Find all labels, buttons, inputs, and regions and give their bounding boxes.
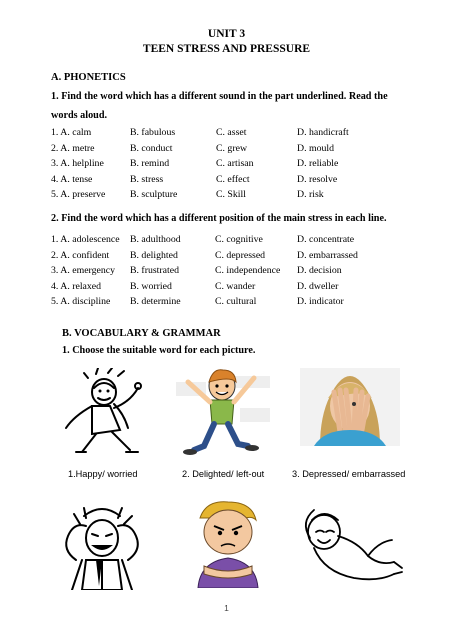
unit-subtitle: TEEN STRESS AND PRESSURE	[142, 43, 311, 55]
q1-option: 1. A. calm	[51, 127, 92, 138]
q1-option: 2. A. metre	[51, 142, 95, 154]
q2-row	[0, 234, 453, 248]
q1-option: 5. A. preserve	[51, 189, 106, 200]
q2-option: B. frustrated	[130, 265, 179, 276]
q2-option: B. determine	[130, 296, 181, 307]
q1-option: C. artisan	[216, 158, 254, 169]
unit-title: UNIT 3	[207, 28, 246, 40]
q1-option: D. mould	[297, 142, 335, 154]
q2-option: D. dweller	[297, 280, 339, 292]
q2-option: B. adulthood	[130, 234, 181, 245]
q2-option: C. independence	[215, 265, 281, 276]
q1-option: C. Skill	[216, 189, 246, 200]
picture-caption: 1.Happy/ worried	[68, 469, 138, 479]
q1-option: B. remind	[130, 158, 170, 169]
q2-option: 2. A. confident	[51, 249, 110, 261]
q2-option: 1. A. adolescence	[51, 234, 120, 245]
q2-option: 5. A. discipline	[51, 296, 111, 307]
b-q1-instruction: 1. Choose the suitable word for each picture.	[62, 345, 256, 356]
q2-row	[0, 296, 453, 310]
picture-caption: 2. Delighted/ left-out	[182, 469, 265, 479]
q2-row	[0, 281, 453, 295]
q1-option: C. asset	[216, 127, 247, 138]
q1-option: C. grew	[216, 142, 248, 154]
picture-relaxed-man	[294, 506, 406, 590]
section-b-heading: B. VOCABULARY & GRAMMAR	[62, 328, 221, 339]
section-a-heading: A. PHONETICS	[51, 72, 126, 83]
q1-option: C. effect	[216, 173, 250, 185]
q2-option: 4. A. relaxed	[51, 280, 102, 292]
q1-option: B. conduct	[130, 142, 173, 154]
q2-row	[0, 250, 453, 264]
q1-line2: words aloud.	[51, 110, 108, 121]
q1-row	[0, 158, 453, 172]
q1-line1: 1. Find the word which has a different sound in the part underlined. Read the	[51, 91, 388, 102]
q2-row	[0, 265, 453, 279]
q2-option: D. embarrassed	[297, 249, 358, 261]
q2-option: C. cultural	[215, 296, 257, 307]
page-number: 1	[224, 603, 229, 613]
q1-option: D. risk	[297, 189, 324, 200]
q1-row	[0, 189, 453, 203]
q1-option: 4. A. tense	[51, 173, 93, 185]
q1-row	[0, 127, 453, 141]
q1-option: B. stress	[130, 173, 164, 185]
q2-option: C. wander	[215, 280, 256, 292]
q1-option: B. sculpture	[130, 189, 178, 200]
q2-option: C. depressed	[215, 249, 266, 261]
q2-option: D. indicator	[297, 296, 344, 307]
q2-option: D. decision	[297, 265, 342, 276]
picture-caption: 3. Depressed/ embarrassed	[292, 469, 406, 479]
q1-option: 3. A. helpline	[51, 158, 104, 169]
picture-embarrassed-girl	[300, 368, 400, 446]
q2-option: 3. A. emergency	[51, 265, 116, 276]
q2-option: B. worried	[130, 280, 172, 292]
q2-instruction: 2. Find the word which has a different position of the main stress in each line.	[51, 213, 387, 224]
q1-option: D. handicraft	[297, 127, 349, 138]
q2-option: C. cognitive	[215, 234, 263, 245]
q2-option: B. delighted	[130, 249, 178, 261]
q1-option: D. reliable	[297, 158, 339, 169]
q1-option: D. resolve	[297, 173, 338, 185]
picture-left-out-boy	[178, 500, 278, 588]
q1-option: B. fabulous	[130, 127, 176, 138]
picture-worried-man	[52, 368, 164, 458]
picture-frustrated-man	[46, 504, 158, 590]
picture-delighted-boy	[170, 368, 282, 458]
q1-row	[0, 174, 453, 188]
q1-row	[0, 143, 453, 157]
q2-option: D. concentrate	[297, 234, 355, 245]
